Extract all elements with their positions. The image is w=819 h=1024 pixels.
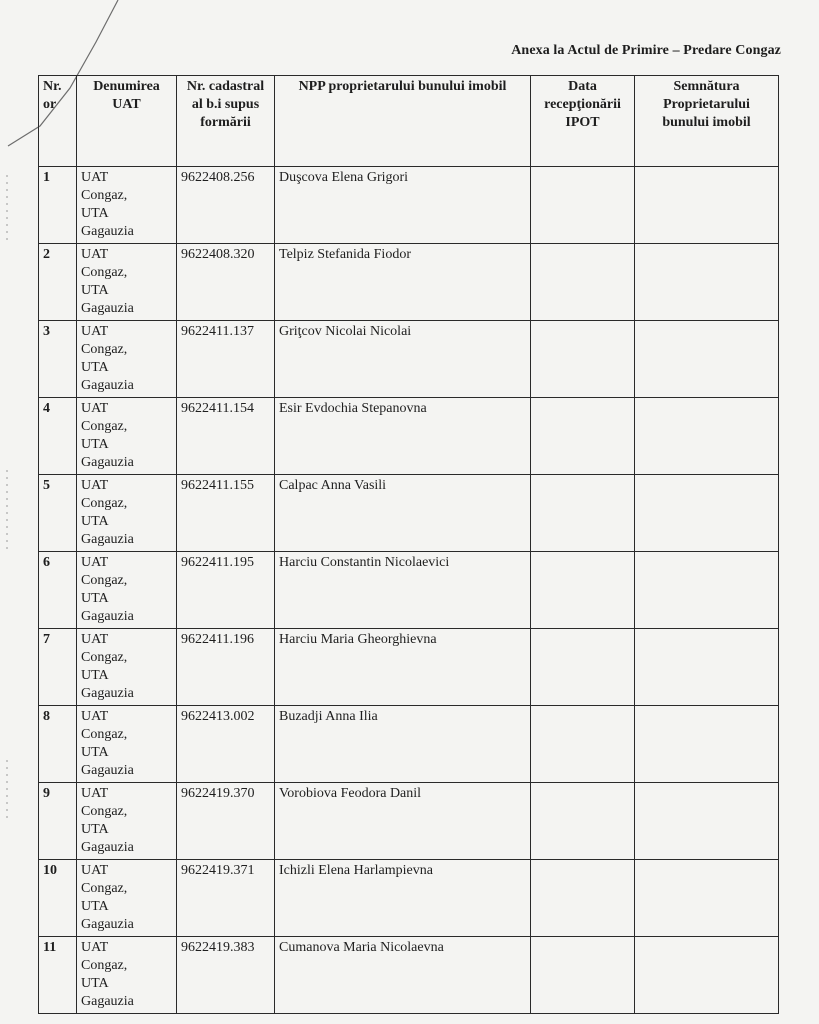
cadastral-number: 9622419.383 (177, 937, 275, 1014)
header-owner: NPP proprietarului bunului imobil (275, 76, 531, 167)
signature-cell (635, 860, 779, 937)
uat-name (77, 860, 177, 937)
uat-name-line: UTA (81, 514, 109, 529)
uat-name-line: UAT (81, 863, 109, 878)
signature-cell (635, 244, 779, 321)
table-row (39, 475, 779, 552)
uat-name-line: Congaz, (81, 573, 128, 588)
row-number: 9 (39, 783, 77, 860)
uat-name (77, 475, 177, 552)
uat-name-line: UTA (81, 899, 109, 914)
row-number: 7 (39, 629, 77, 706)
uat-name (77, 167, 177, 244)
reception-date-cell (531, 629, 635, 706)
table-row (39, 706, 779, 783)
scan-edge-mark (4, 760, 10, 820)
uat-name-line: UTA (81, 668, 109, 683)
signature-cell (635, 552, 779, 629)
uat-name-line: UAT (81, 478, 109, 493)
uat-name-line: UAT (81, 940, 109, 955)
table-header-row (39, 76, 779, 167)
uat-name-line: Gagauzia (81, 455, 134, 470)
scan-edge-mark (4, 175, 10, 245)
uat-name-line: Congaz, (81, 419, 128, 434)
signature-cell (635, 321, 779, 398)
header-cadastral: Nr. cadastral al b.i supus formării (177, 76, 275, 167)
cadastral-number: 9622411.196 (177, 629, 275, 706)
uat-name-line: Gagauzia (81, 378, 134, 393)
signature-cell (635, 629, 779, 706)
uat-name-line: Congaz, (81, 727, 128, 742)
uat-name-line: Gagauzia (81, 917, 134, 932)
table-row (39, 167, 779, 244)
uat-name-line: Gagauzia (81, 763, 134, 778)
reception-date-cell (531, 321, 635, 398)
signature-cell (635, 783, 779, 860)
table-row (39, 552, 779, 629)
header-signature: Semnătura Proprietarului bunului imobil (635, 76, 779, 167)
uat-name-line: Congaz, (81, 265, 128, 280)
reception-date-cell (531, 552, 635, 629)
cadastral-number: 9622408.320 (177, 244, 275, 321)
table-row (39, 937, 779, 1014)
signature-cell (635, 706, 779, 783)
uat-name-line: Gagauzia (81, 994, 134, 1009)
table-row (39, 398, 779, 475)
uat-name-line: UAT (81, 247, 109, 262)
header-date: Data recepţionării IPOT (531, 76, 635, 167)
cadastral-number: 9622413.002 (177, 706, 275, 783)
row-number: 4 (39, 398, 77, 475)
cadastral-number: 9622411.155 (177, 475, 275, 552)
owner-name: Harciu Maria Gheorghievna (275, 629, 531, 706)
uat-name-line: UAT (81, 170, 109, 185)
owner-name: Duşcova Elena Grigori (275, 167, 531, 244)
uat-name-line: UAT (81, 632, 109, 647)
table-row (39, 244, 779, 321)
row-number: 1 (39, 167, 77, 244)
reception-date-cell (531, 937, 635, 1014)
owner-name: Buzadji Anna Ilia (275, 706, 531, 783)
uat-name-line: UAT (81, 401, 109, 416)
table-row (39, 629, 779, 706)
uat-name (77, 706, 177, 783)
reception-date-cell (531, 860, 635, 937)
row-number: 2 (39, 244, 77, 321)
uat-name (77, 244, 177, 321)
uat-name-line: Gagauzia (81, 301, 134, 316)
uat-name-line: UTA (81, 976, 109, 991)
cadastral-number: 9622411.154 (177, 398, 275, 475)
owner-name: Vorobiova Feodora Danil (275, 783, 531, 860)
uat-name-line: Congaz, (81, 804, 128, 819)
cadastral-number: 9622411.137 (177, 321, 275, 398)
uat-name-line: Congaz, (81, 496, 128, 511)
uat-name (77, 398, 177, 475)
cadastral-number: 9622408.256 (177, 167, 275, 244)
row-number: 5 (39, 475, 77, 552)
uat-name (77, 783, 177, 860)
signature-cell (635, 167, 779, 244)
signature-cell (635, 475, 779, 552)
uat-name-line: Gagauzia (81, 609, 134, 624)
uat-name-line: Gagauzia (81, 686, 134, 701)
row-number: 10 (39, 860, 77, 937)
uat-name-line: UAT (81, 709, 109, 724)
uat-name-line: Gagauzia (81, 532, 134, 547)
signature-cell (635, 398, 779, 475)
uat-name-line: Congaz, (81, 342, 128, 357)
row-number: 6 (39, 552, 77, 629)
table-row (39, 860, 779, 937)
uat-name-line: Congaz, (81, 650, 128, 665)
uat-name-line: UAT (81, 786, 109, 801)
owner-name: Calpac Anna Vasili (275, 475, 531, 552)
uat-name (77, 937, 177, 1014)
owner-name: Griţcov Nicolai Nicolai (275, 321, 531, 398)
reception-date-cell (531, 706, 635, 783)
uat-name (77, 629, 177, 706)
uat-name-line: Congaz, (81, 188, 128, 203)
uat-name-line: UTA (81, 360, 109, 375)
reception-date-cell (531, 398, 635, 475)
reception-table (38, 75, 779, 1014)
uat-name-line: Congaz, (81, 881, 128, 896)
cadastral-number: 9622419.371 (177, 860, 275, 937)
uat-name-line: UTA (81, 283, 109, 298)
uat-name-line: UAT (81, 555, 109, 570)
uat-name-line: Gagauzia (81, 840, 134, 855)
uat-name-line: Congaz, (81, 958, 128, 973)
table-row (39, 321, 779, 398)
row-number: 3 (39, 321, 77, 398)
uat-name (77, 321, 177, 398)
cadastral-number: 9622411.195 (177, 552, 275, 629)
uat-name-line: UTA (81, 437, 109, 452)
table-row (39, 783, 779, 860)
uat-name-line: Gagauzia (81, 224, 134, 239)
owner-name: Harciu Constantin Nicolaevici (275, 552, 531, 629)
owner-name: Telpiz Stefanida Fiodor (275, 244, 531, 321)
row-number: 8 (39, 706, 77, 783)
signature-cell (635, 937, 779, 1014)
uat-name-line: UTA (81, 822, 109, 837)
uat-name-line: UAT (81, 324, 109, 339)
owner-name: Esir Evdochia Stepanovna (275, 398, 531, 475)
owner-name: Ichizli Elena Harlampievna (275, 860, 531, 937)
reception-date-cell (531, 244, 635, 321)
reception-date-cell (531, 783, 635, 860)
annex-title: Anexa la Actul de Primire – Predare Congaz (511, 43, 781, 58)
reception-date-cell (531, 167, 635, 244)
uat-name-line: UTA (81, 591, 109, 606)
header-uat: Denumirea UAT (77, 76, 177, 167)
scan-edge-mark (4, 470, 10, 550)
row-number: 11 (39, 937, 77, 1014)
uat-name (77, 552, 177, 629)
uat-name-line: UTA (81, 206, 109, 221)
uat-name-line: UTA (81, 745, 109, 760)
header-nr: Nr. or (39, 76, 77, 167)
cadastral-number: 9622419.370 (177, 783, 275, 860)
owner-name: Cumanova Maria Nicolaevna (275, 937, 531, 1014)
reception-date-cell (531, 475, 635, 552)
